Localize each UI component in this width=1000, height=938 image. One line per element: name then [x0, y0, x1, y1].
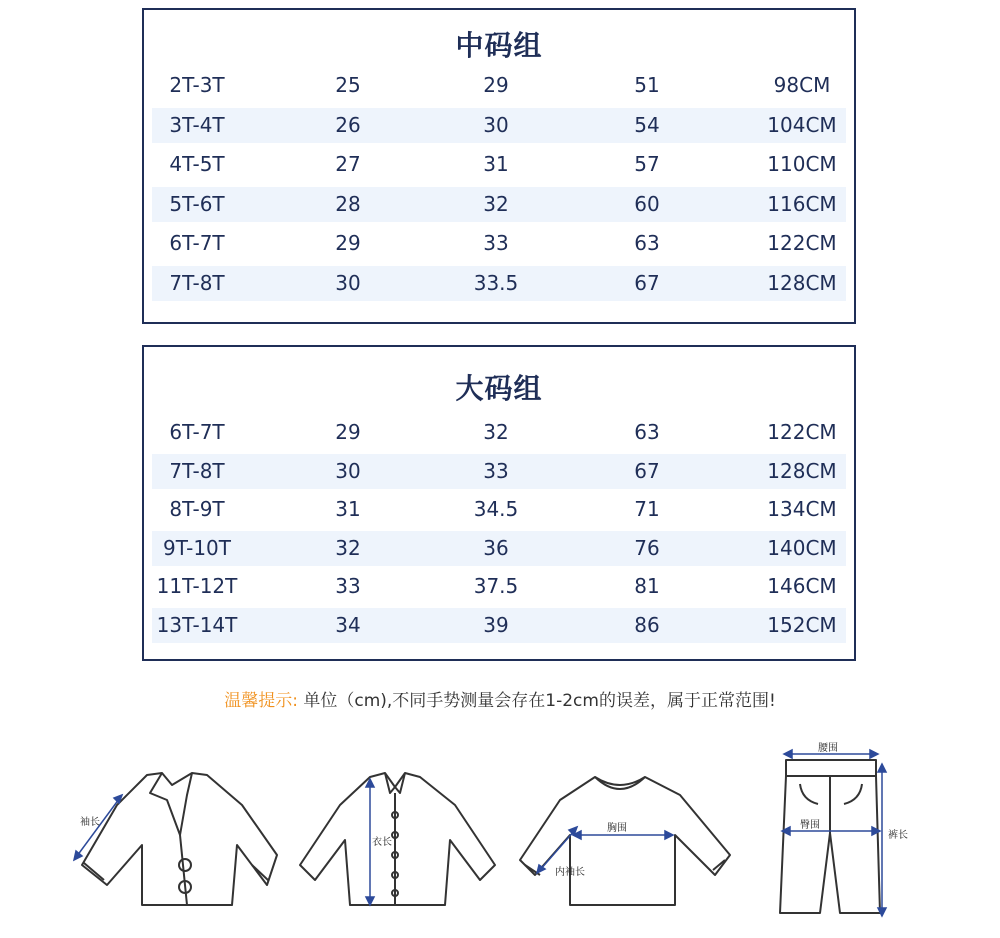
table-cell: 27	[335, 152, 361, 176]
table-cell: 128CM	[767, 458, 837, 483]
table-cell: 60	[634, 191, 660, 216]
jacket-sleeve-diagram	[62, 735, 287, 915]
table-cell: 67	[634, 458, 660, 483]
table-row	[152, 108, 846, 143]
hip-label: 臀围	[800, 820, 820, 831]
pants-diagram	[772, 738, 922, 923]
table-cell: 34.5	[473, 497, 519, 521]
chest-label: 胸围	[607, 823, 627, 834]
table-cell: 152CM	[767, 612, 837, 637]
table-cell: 63	[634, 420, 660, 444]
jacket-icon	[62, 735, 287, 915]
sweater-chest-diagram	[515, 735, 735, 915]
table-cell: 2T-3T	[169, 73, 225, 97]
table-row	[152, 226, 846, 261]
table-row	[152, 531, 846, 566]
table-cell: 71	[634, 497, 660, 521]
table-cell: 31	[483, 152, 509, 176]
medium-table-title: 中码组	[455, 29, 543, 62]
table-cell: 30	[335, 270, 361, 295]
table-row	[152, 415, 846, 450]
table-cell: 32	[335, 535, 361, 560]
medium-size-table	[142, 8, 856, 324]
table-cell: 104CM	[767, 112, 837, 137]
table-cell: 54	[634, 112, 660, 137]
table-row	[152, 492, 846, 527]
table-cell: 32	[483, 191, 509, 216]
table-cell: 33	[483, 458, 509, 483]
table-cell: 9T-10T	[163, 535, 231, 560]
inner-sleeve-label: 内袖长	[555, 867, 585, 878]
table-cell: 26	[335, 112, 361, 137]
table-cell: 67	[634, 270, 660, 295]
table-cell: 86	[634, 612, 660, 637]
table-cell: 29	[483, 73, 509, 97]
table-cell: 122CM	[767, 420, 837, 444]
table-cell: 29	[335, 231, 361, 255]
table-cell: 63	[634, 231, 660, 255]
table-cell: 33	[335, 574, 361, 598]
table-cell: 57	[634, 152, 660, 176]
table-cell: 13T-14T	[156, 612, 238, 637]
table-cell: 36	[483, 535, 509, 560]
table-cell: 30	[335, 458, 361, 483]
table-cell: 116CM	[767, 191, 837, 216]
table-cell: 4T-5T	[169, 152, 225, 176]
table-cell: 39	[483, 612, 509, 637]
pants-icon	[772, 738, 922, 923]
tip-text: 单位（cm),不同手势测量会存在1-2cm的误差，属于正常范围!	[303, 691, 776, 711]
table-row	[152, 569, 846, 604]
table-cell: 6T-7T	[169, 420, 225, 444]
table-cell: 7T-8T	[169, 458, 225, 483]
table-cell: 34	[335, 612, 361, 637]
table-cell: 128CM	[767, 270, 837, 295]
table-cell: 140CM	[767, 535, 837, 560]
table-row	[152, 147, 846, 182]
table-cell: 3T-4T	[169, 112, 225, 137]
table-row	[152, 68, 846, 103]
table-cell: 81	[634, 574, 660, 598]
table-cell: 29	[335, 420, 361, 444]
sleeve-label: 袖长	[80, 817, 100, 828]
table-row	[152, 608, 846, 643]
table-row	[152, 187, 846, 222]
table-cell: 6T-7T	[169, 231, 225, 255]
table-cell: 51	[634, 73, 660, 97]
pants-length-label: 裤长	[888, 830, 908, 841]
table-cell: 110CM	[767, 152, 837, 176]
table-cell: 76	[634, 535, 660, 560]
large-table-title: 大码组	[455, 372, 543, 405]
large-size-table	[142, 345, 856, 661]
table-cell: 30	[483, 112, 509, 137]
table-cell: 5T-6T	[169, 191, 225, 216]
table-cell: 8T-9T	[169, 497, 225, 521]
shirt-length-diagram	[290, 735, 505, 915]
length-label: 衣长	[372, 837, 392, 848]
shirt-icon	[290, 735, 505, 915]
table-cell: 37.5	[473, 574, 519, 598]
table-cell: 33	[483, 231, 509, 255]
table-cell: 134CM	[767, 497, 837, 521]
sweater-icon	[515, 735, 735, 915]
table-cell: 33.5	[473, 270, 519, 295]
table-row	[152, 454, 846, 489]
table-cell: 122CM	[767, 231, 837, 255]
table-cell: 98CM	[773, 73, 831, 97]
table-cell: 28	[335, 191, 361, 216]
table-cell: 25	[335, 73, 361, 97]
table-cell: 7T-8T	[169, 270, 225, 295]
table-cell: 146CM	[767, 574, 837, 598]
tip-label: 温馨提示:	[224, 691, 298, 711]
waist-label: 腰围	[818, 743, 838, 754]
table-cell: 11T-12T	[156, 574, 238, 598]
table-cell: 31	[335, 497, 361, 521]
table-cell: 32	[483, 420, 509, 444]
table-row	[152, 266, 846, 301]
measurement-tip	[0, 686, 1000, 711]
